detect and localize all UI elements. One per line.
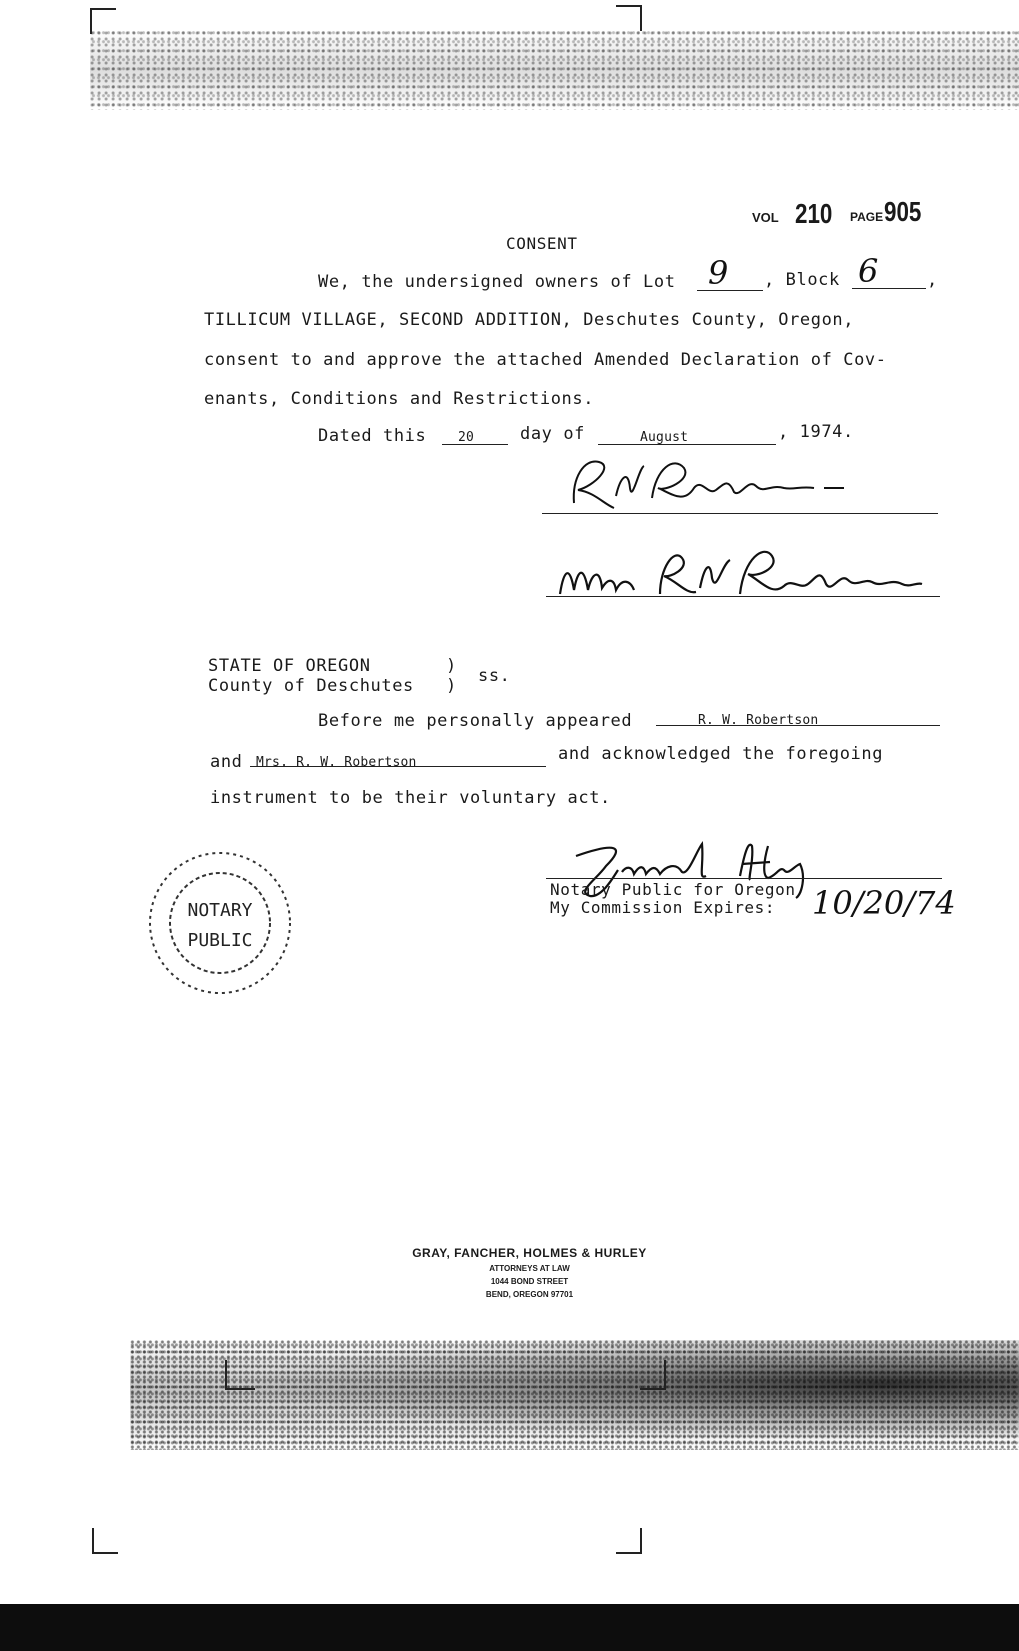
seal-bottom-text: PUBLIC [187, 930, 253, 951]
consent-line-3: consent to and approve the attached Amended Declaration of Cov- [204, 350, 887, 370]
footer-line-2: ATTORNEYS AT LAW [489, 1264, 570, 1273]
day-blank [442, 444, 508, 445]
scan-noise-bottom [130, 1340, 1019, 1450]
document-title: CONSENT [506, 234, 578, 253]
venue-county: County of Deschutes [208, 676, 414, 696]
consent-line-2: TILLICUM VILLAGE, SECOND ADDITION, Deschutes County, Oregon, [204, 310, 855, 330]
dated-month: August [640, 430, 689, 445]
consent-line-4: enants, Conditions and Restrictions. [204, 389, 595, 409]
ack-name-2: Mrs. R. W. Robertson [256, 755, 417, 770]
notary-seal [140, 838, 300, 1008]
crop-mark-bottom-right [616, 1528, 642, 1554]
day-of-label: day of [520, 424, 586, 444]
consent-line-1: We, the undersigned owners of Lot [318, 272, 676, 292]
dated-label: Dated this [318, 426, 427, 446]
ack-line-2: and acknowledged the foregoing [558, 744, 884, 764]
crop-mark-inner-left [225, 1360, 255, 1390]
page-number: 905 [884, 196, 922, 227]
owner-2-signature-line [546, 596, 940, 597]
owner-1-signature-line [542, 513, 938, 514]
crop-mark-top-right [616, 5, 642, 31]
line-1-comma: , [927, 270, 938, 290]
footer-line-4: BEND, OREGON 97701 [485, 1290, 574, 1299]
notary-signature-line [546, 878, 942, 879]
seal-top-text: NOTARY [187, 900, 253, 921]
vol-label: VOL [752, 210, 779, 225]
lot-number: 9 [708, 254, 729, 292]
crop-mark-bottom-left [92, 1528, 118, 1554]
block-label: , Block [764, 270, 840, 290]
footer-line-3: 1044 BOND STREET [490, 1277, 569, 1286]
venue-state: STATE OF OREGON [208, 656, 371, 676]
dated-year: , 1974. [778, 422, 854, 442]
ack-name-1: R. W. Robertson [698, 713, 819, 728]
scan-edge-bar [0, 1604, 1019, 1651]
owner-1-signature [544, 448, 944, 518]
scan-noise-top [90, 30, 1019, 110]
crop-mark-top-left [90, 8, 116, 34]
ack-and-label: and [210, 752, 243, 772]
venue-ss: ss. [478, 666, 511, 686]
lot-blank [697, 290, 763, 291]
crop-mark-inner-right [640, 1360, 666, 1390]
vol-number: 210 [795, 198, 833, 229]
ack-line-3: instrument to be their voluntary act. [210, 788, 611, 808]
notary-expires-date: 10/20/74 [812, 884, 956, 922]
venue-bracket-2: ) [446, 676, 457, 696]
owner-2-signature [550, 538, 950, 608]
ack-line-1: Before me personally appeared [318, 711, 633, 731]
venue-bracket-1: ) [446, 656, 457, 676]
page-label: PAGE [850, 210, 884, 224]
dated-day: 20 [458, 430, 475, 445]
block-number: 6 [858, 252, 879, 290]
notary-expires-label: My Commission Expires: [550, 898, 776, 917]
footer-firm: GRAY, FANCHER, HOLMES & HURLEY [412, 1246, 647, 1260]
notary-title: Notary Public for Oregon [550, 880, 796, 899]
